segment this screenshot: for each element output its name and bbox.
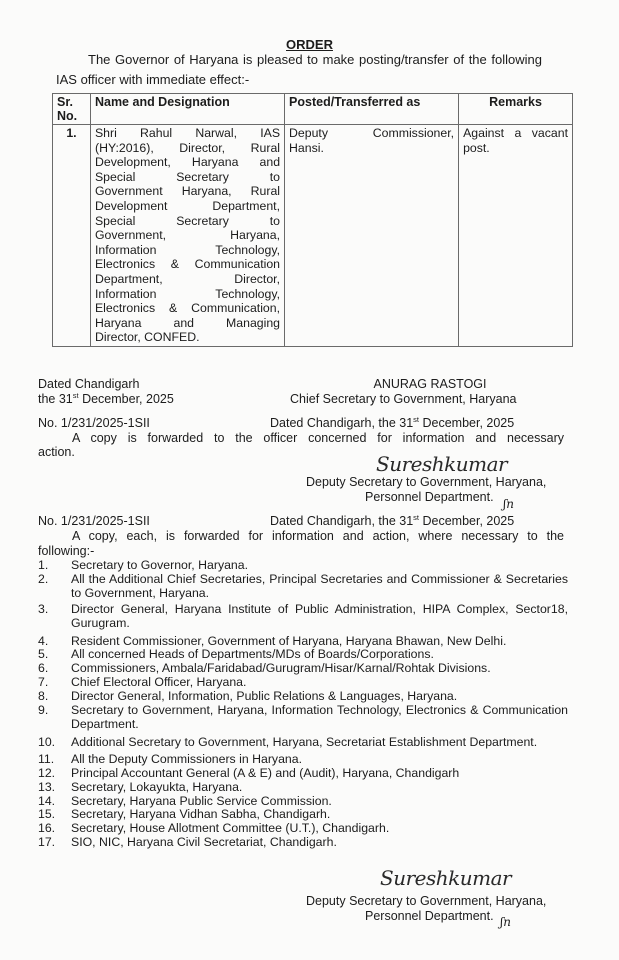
list-item-number: 6. [38, 661, 49, 676]
name-line: Haryana and Managing [94, 315, 281, 330]
name-line: Government Haryana, Rural [94, 184, 281, 199]
endorsement-1-text-line2: action. [38, 445, 75, 459]
dated-date [38, 392, 174, 406]
name-line: Government, Haryana, [94, 228, 281, 243]
list-item [38, 676, 568, 690]
name-line: Information Technology, [94, 242, 281, 257]
list-item-number: 4. [38, 633, 49, 648]
posting-table [52, 93, 573, 347]
endorsement-1-date [270, 416, 514, 430]
endorsement-1-date-suffix: December, 2025 [419, 416, 515, 430]
name-line: Special Secretary to [94, 213, 281, 228]
list-item-number: 8. [38, 689, 49, 704]
name-line: Information Technology, [94, 286, 281, 301]
list-item-number: 15. [38, 807, 56, 822]
list-item [38, 767, 568, 781]
list-item [38, 662, 568, 676]
endorsement-1-date-prefix: Dated Chandigarh, the 31 [270, 416, 414, 430]
endorsement-2-text-line2: following:- [38, 544, 95, 558]
list-item-number: 9. [38, 703, 49, 718]
endorsement-2-signatory-title: Deputy Secretary to Government, Haryana, [306, 894, 547, 908]
row-name-designation [90, 125, 284, 347]
header-sr-no-label: Sr. No. [57, 95, 78, 123]
header-remarks: Remarks [459, 94, 573, 125]
endorsement-2-date [270, 514, 514, 528]
endorsement-1-text-line1: A copy is forwarded to the officer concerned for information and necessary [72, 431, 564, 445]
list-item-text: Secretary, Haryana Public Service Commission. [71, 793, 332, 808]
list-item-number: 11. [38, 751, 55, 766]
row-posted-as [285, 125, 459, 347]
list-item [38, 836, 568, 850]
list-item-number: 16. [38, 821, 56, 836]
list-item [38, 781, 568, 795]
list-item [38, 648, 568, 662]
header-name-designation: Name and Designation [90, 94, 284, 125]
list-item [38, 690, 568, 704]
list-item-text: Principal Accountant General (A & E) and (Audit), Haryana, Chandigarh [71, 765, 460, 780]
list-item [38, 635, 568, 649]
list-item-text: Director General, Information, Public Relations & Languages, Haryana. [71, 689, 458, 704]
endorsement-2-date-suffix: December, 2025 [419, 514, 515, 528]
list-item-text: SIO, NIC, Haryana Civil Secretariat, Chandigarh. [71, 835, 337, 850]
remarks-line: Against a vacant [463, 126, 568, 140]
list-item-text: Commissioners, Ambala/Faridabad/Gurugram/Hisar/Karnal/Rohtak Divisions. [71, 661, 491, 676]
signatory-title: Chief Secretary to Government, Haryana [290, 392, 517, 406]
name-line: Electronics & Communication, [94, 301, 281, 316]
dated-date-prefix: the 31 [38, 392, 73, 406]
list-item-text: Director General, Haryana Institute of Public Administration, HIPA Complex, Sector18, Gurugram. [71, 601, 568, 630]
list-item-number: 3. [38, 601, 49, 616]
remarks-line: post. [463, 140, 490, 155]
order-title: ORDER [286, 37, 333, 52]
list-item-number: 10. [38, 734, 56, 749]
list-item [38, 736, 568, 750]
list-item [38, 753, 568, 767]
endorsement-2-number: No. 1/231/2025-1SII [38, 514, 150, 528]
name-line: (HY:2016), Director, Rural [94, 140, 281, 155]
list-item-number: 12. [38, 765, 56, 780]
endorsement-2-signatory-dept: Personnel Department. [365, 909, 494, 923]
name-line: Director, CONFED. [94, 330, 200, 345]
row-remarks [459, 125, 573, 347]
list-item-text: Secretary, House Allotment Committee (U.T.), Chandigarh. [71, 821, 390, 836]
signatory-name: ANURAG RASTOGI [373, 377, 487, 391]
header-sr-no [53, 94, 91, 125]
name-line: Special Secretary to [94, 169, 281, 184]
list-item-text: Secretary, Lokayukta, Haryana. [71, 779, 243, 794]
endorsement-2-date-sup: st [413, 513, 420, 522]
endorsement-2-date-prefix: Dated Chandigarh, the 31 [270, 514, 414, 528]
dated-place: Dated Chandigarh [38, 377, 140, 391]
list-item-text: All the Deputy Commissioners in Haryana. [71, 751, 302, 766]
signature-1: Sureshkumar [376, 452, 508, 476]
list-item-text: All concerned Heads of Departments/MDs of Boards/Corporations. [71, 647, 434, 662]
list-item [38, 795, 568, 809]
list-item-text: Additional Secretary to Government, Haryana, Secretariat Establishment Department. [71, 734, 538, 749]
list-item-number: 1. [38, 558, 49, 572]
endorsement-1-signatory-title: Deputy Secretary to Government, Haryana, [306, 475, 547, 489]
dated-date-sup: st [72, 391, 79, 400]
list-item-number: 14. [38, 793, 56, 808]
recipient-list [38, 559, 568, 850]
table-header-row [53, 94, 573, 125]
list-item-text: Chief Electoral Officer, Haryana. [71, 675, 247, 690]
dated-date-suffix: December, 2025 [78, 392, 174, 406]
header-posted-as: Posted/Transferred as [285, 94, 459, 125]
table-row [53, 125, 573, 347]
name-line: Department, Director, [94, 271, 281, 286]
list-item-number: 2. [38, 571, 49, 586]
initials-1: ʃn [503, 497, 514, 511]
endorsement-1-signatory-dept: Personnel Department. [365, 490, 494, 504]
name-line: Electronics & Communication [94, 257, 281, 272]
list-item-text: Secretary to Government, Haryana, Information Technology, Electronics & Communication Department. [71, 703, 568, 731]
list-item-number: 5. [38, 647, 49, 662]
list-item [38, 559, 568, 573]
list-item [38, 808, 568, 822]
list-item-number: 7. [38, 675, 49, 690]
name-line: Development, Haryana and [94, 155, 281, 170]
list-item-text: Secretary, Haryana Vidhan Sabha, Chandigarh. [71, 807, 331, 822]
list-item-text: Secretary to Governor, Haryana. [71, 558, 249, 572]
row-sr-no: 1. [53, 125, 91, 347]
posted-line: Deputy Commissioner, [289, 126, 455, 140]
list-item [38, 704, 568, 732]
initials-2: ʃn [500, 915, 511, 929]
list-item [38, 603, 568, 631]
list-item-number: 13. [38, 779, 56, 794]
list-item [38, 822, 568, 836]
endorsement-1-date-sup: st [413, 415, 420, 424]
list-item-text: Resident Commissioner, Government of Haryana, Haryana Bhawan, New Delhi. [71, 633, 507, 648]
endorsement-1-number: No. 1/231/2025-1SII [38, 416, 150, 430]
name-line: Development Department, [94, 198, 281, 213]
list-item [38, 573, 568, 601]
endorsement-2-text-line1: A copy, each, is forwarded for information and action, where necessary to the [72, 529, 564, 543]
intro-text-line1: The Governor of Haryana is pleased to make posting/transfer of the following [88, 52, 542, 67]
list-item-text: All the Additional Chief Secretaries, Principal Secretaries and Commissioner & Secretaries to Government, Haryana. [71, 571, 568, 600]
intro-text-line2: IAS officer with immediate effect:- [56, 72, 250, 87]
posted-line: Hansi. [289, 140, 324, 155]
name-line: Shri Rahul Narwal, IAS [94, 126, 281, 140]
signature-2: Sureshkumar [380, 866, 512, 890]
list-item-number: 17. [38, 835, 56, 850]
